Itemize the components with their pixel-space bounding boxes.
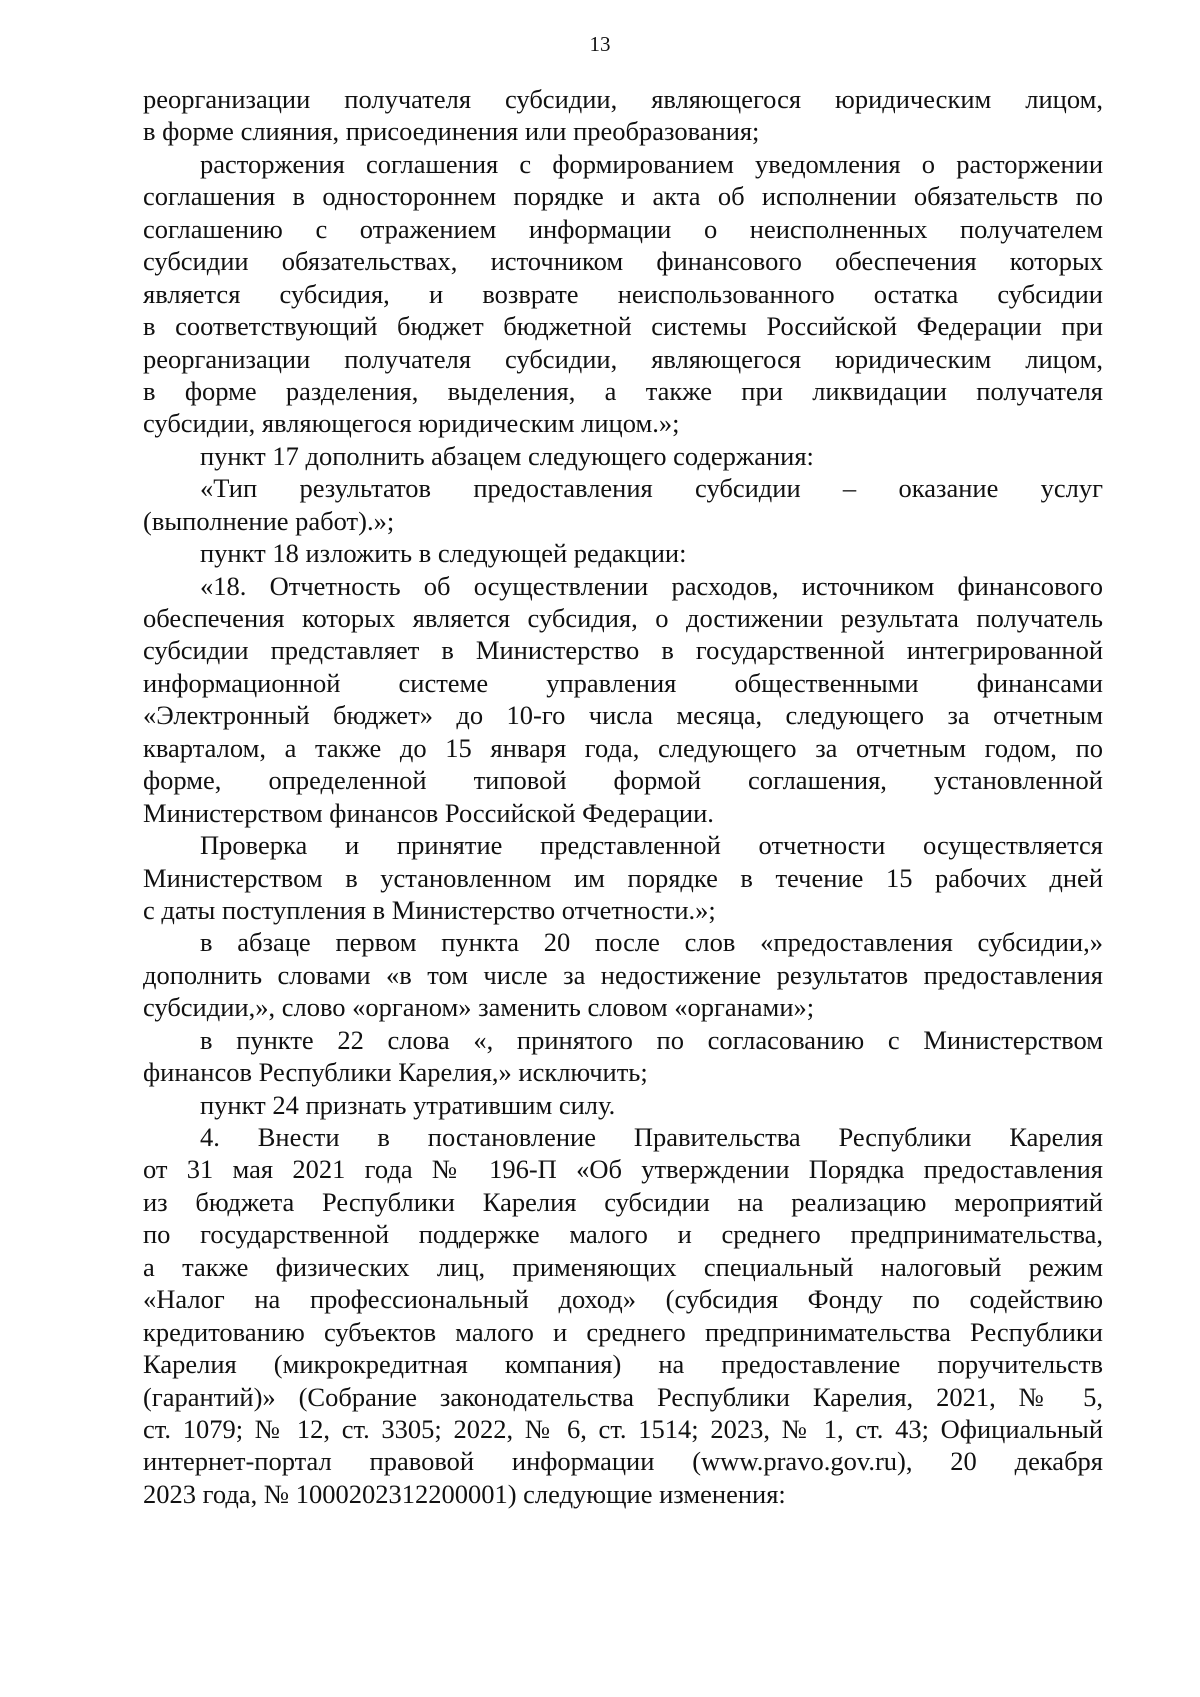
- text-line: является субсидия, и возврате неиспользованного остатка субсидии: [143, 278, 1103, 309]
- text-line: Министерством финансов Российской Федерации.: [143, 797, 714, 828]
- text-line: субсидии, являющегося юридическим лицом.»;: [143, 408, 680, 439]
- text-line: соглашению с отражением информации о неисполненных получателем: [143, 213, 1103, 244]
- text-line: по государственной поддержке малого и среднего предпринимательства,: [143, 1219, 1103, 1250]
- text-line: Министерством в установленном им порядке в течение 15 рабочих дней: [143, 862, 1103, 893]
- text-line: финансов Республики Карелия,» исключить;: [143, 1057, 648, 1088]
- text-line: «Налог на профессиональный доход» (субсидия Фонду по содействию: [143, 1284, 1103, 1315]
- text-line: интернет-портал правовой информации (www.pravo.gov.ru), 20 декабря: [143, 1446, 1103, 1477]
- text-line: из бюджета Республики Карелия субсидии на реализацию мероприятий: [143, 1186, 1103, 1217]
- text-line: расторжения соглашения с формированием уведомления о расторжении: [200, 148, 1103, 179]
- text-line: а также физических лиц, применяющих специальный налоговый режим: [143, 1251, 1103, 1282]
- text-line: пункт 18 изложить в следующей редакции:: [200, 538, 687, 569]
- page-number: 13: [589, 32, 611, 56]
- text-line: (гарантий)» (Собрание законодательства Республики Карелия, 2021, № 5,: [143, 1381, 1103, 1412]
- text-line: в форме слияния, присоединения или преобразования;: [143, 116, 760, 147]
- text-line: Карелия (микрокредитная компания) на предоставление поручительств: [143, 1349, 1103, 1380]
- text-line: реорганизации получателя субсидии, являющегося юридическим лицом,: [143, 84, 1103, 114]
- text-line: ст. 1079; № 12, ст. 3305; 2022, № 6, ст. 1514; 2023, № 1, ст. 43; Официальный: [143, 1413, 1103, 1444]
- text-line: в абзаце первом пункта 20 после слов «предоставления субсидии,»: [200, 927, 1103, 958]
- text-line: кредитованию субъектов малого и среднего предпринимательства Республики: [143, 1316, 1103, 1347]
- text-line: дополнить словами «в том числе за недостижение результатов предоставления: [143, 959, 1103, 990]
- text-line: реорганизации получателя субсидии, являющегося юридическим лицом,: [143, 343, 1103, 374]
- text-line: от 31 мая 2021 года № 196-П «Об утверждении Порядка предоставления: [143, 1154, 1103, 1185]
- text-line: «Электронный бюджет» до 10-го числа месяца, следующего за отчетным: [143, 700, 1103, 731]
- text-line: 2023 года, № 1000202312200001) следующие изменения:: [143, 1478, 786, 1509]
- text-line: соглашения в одностороннем порядке и акта об исполнении обязательств по: [143, 181, 1103, 212]
- text-line: (выполнение работ).»;: [143, 505, 395, 536]
- text-line: пункт 17 дополнить абзацем следующего содержания:: [200, 440, 814, 471]
- text-line: обеспечения которых является субсидия, о достижении результата получатель: [143, 603, 1103, 633]
- text-line: кварталом, а также до 15 января года, следующего за отчетным годом, по: [143, 732, 1103, 763]
- text-line: субсидии представляет в Министерство в государственной интегрированной: [143, 635, 1103, 666]
- text-line: субсидии обязательствах, источником финансового обеспечения которых: [143, 246, 1103, 277]
- text-line: форме, определенной типовой формой соглашения, установленной: [143, 765, 1103, 796]
- text-line: «18. Отчетность об осуществлении расходов, источником финансового: [200, 570, 1103, 601]
- text-line: в форме разделения, выделения, а также при ликвидации получателя: [143, 375, 1103, 406]
- text-line: в пункте 22 слова «, принятого по согласованию с Министерством: [200, 1024, 1103, 1055]
- text-line: информационной системе управления общественными финансами: [143, 667, 1103, 698]
- document-body: [143, 83, 1103, 1510]
- text-line: с даты поступления в Министерство отчетности.»;: [143, 894, 716, 925]
- text-line: «Тип результатов предоставления субсидии – оказание услуг: [200, 473, 1103, 504]
- text-line: 4. Внести в постановление Правительства Республики Карелия: [200, 1122, 1103, 1152]
- text-line: в соответствующий бюджет бюджетной системы Российской Федерации при: [143, 311, 1103, 342]
- text-line: субсидии,», слово «органом» заменить словом «органами»;: [143, 992, 815, 1023]
- text-line: пункт 24 признать утратившим силу.: [200, 1089, 616, 1120]
- text-line: Проверка и принятие представленной отчетности осуществляется: [200, 830, 1103, 861]
